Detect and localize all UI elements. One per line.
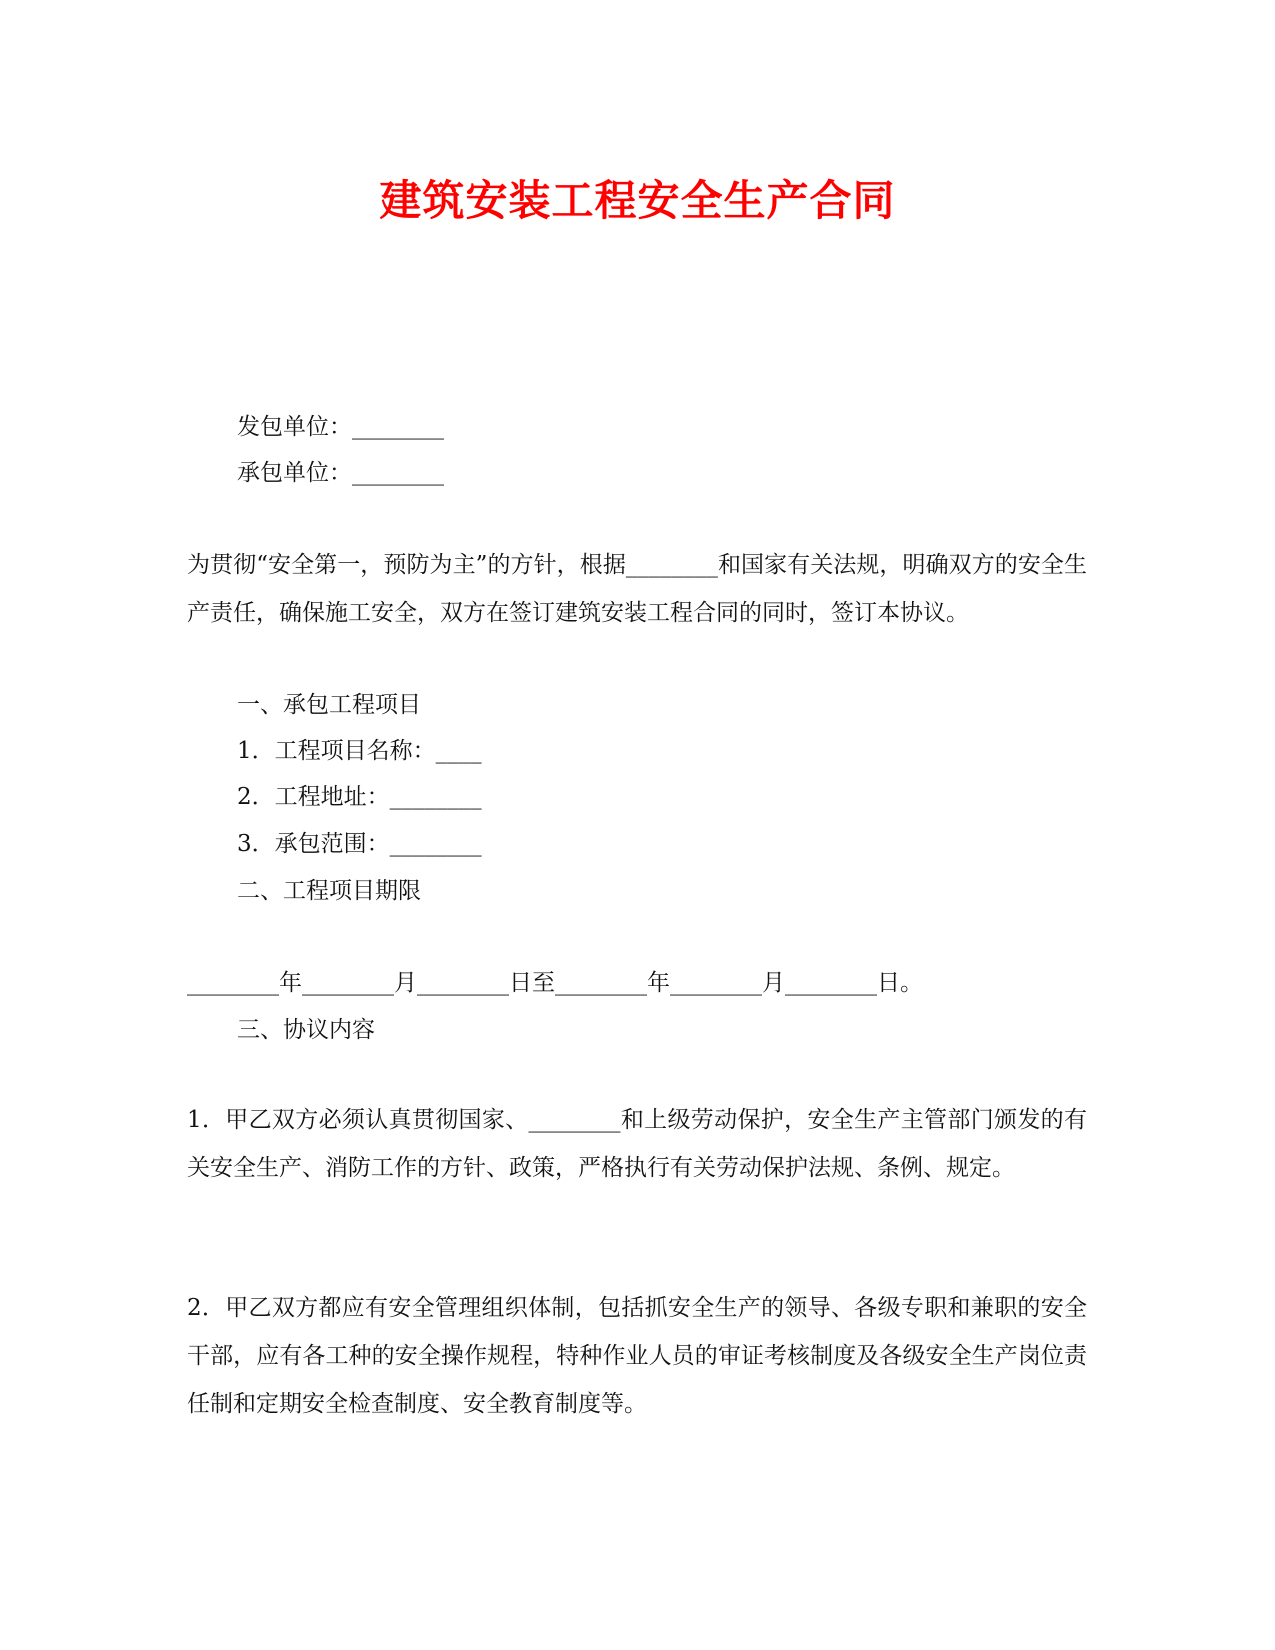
- section-3-heading: 三、协议内容: [237, 1017, 375, 1043]
- section-1-heading: 一、承包工程项目: [237, 692, 421, 718]
- period-line: ________年________月________日至________年________月________日。: [187, 970, 923, 996]
- preamble-paragraph: 为贯彻“安全第一，预防为主”的方针，根据________和国家有关法规，明确双方的安全生产责任，确保施工安全，双方在签订建筑安装工程合同的同时，签订本协议。: [187, 552, 1087, 626]
- item-contract-scope: 3．承包范围：________: [237, 831, 482, 857]
- item-project-address: 2．工程地址：________: [237, 784, 482, 810]
- party-b-line: 承包单位：________: [237, 460, 444, 486]
- section-2-heading: 二、工程项目期限: [237, 878, 421, 904]
- item-project-name: 1．工程项目名称：____: [237, 738, 482, 764]
- document-title: 建筑安装工程安全生产合同: [379, 176, 896, 225]
- clause-1-paragraph: 1．甲乙双方必须认真贯彻国家、________和上级劳动保护，安全生产主管部门颁发的有关安全生产、消防工作的方针、政策，严格执行有关劳动保护法规、条例、规定。: [187, 1107, 1087, 1181]
- party-a-line: 发包单位：________: [237, 414, 444, 440]
- clause-2-paragraph: 2．甲乙双方都应有安全管理组织体制，包括抓安全生产的领导、各级专职和兼职的安全干部，应有各工种的安全操作规程，特种作业人员的审证考核制度及各级安全生产岗位责任制和定期安全检查制度、安全教育制度等。: [187, 1295, 1087, 1417]
